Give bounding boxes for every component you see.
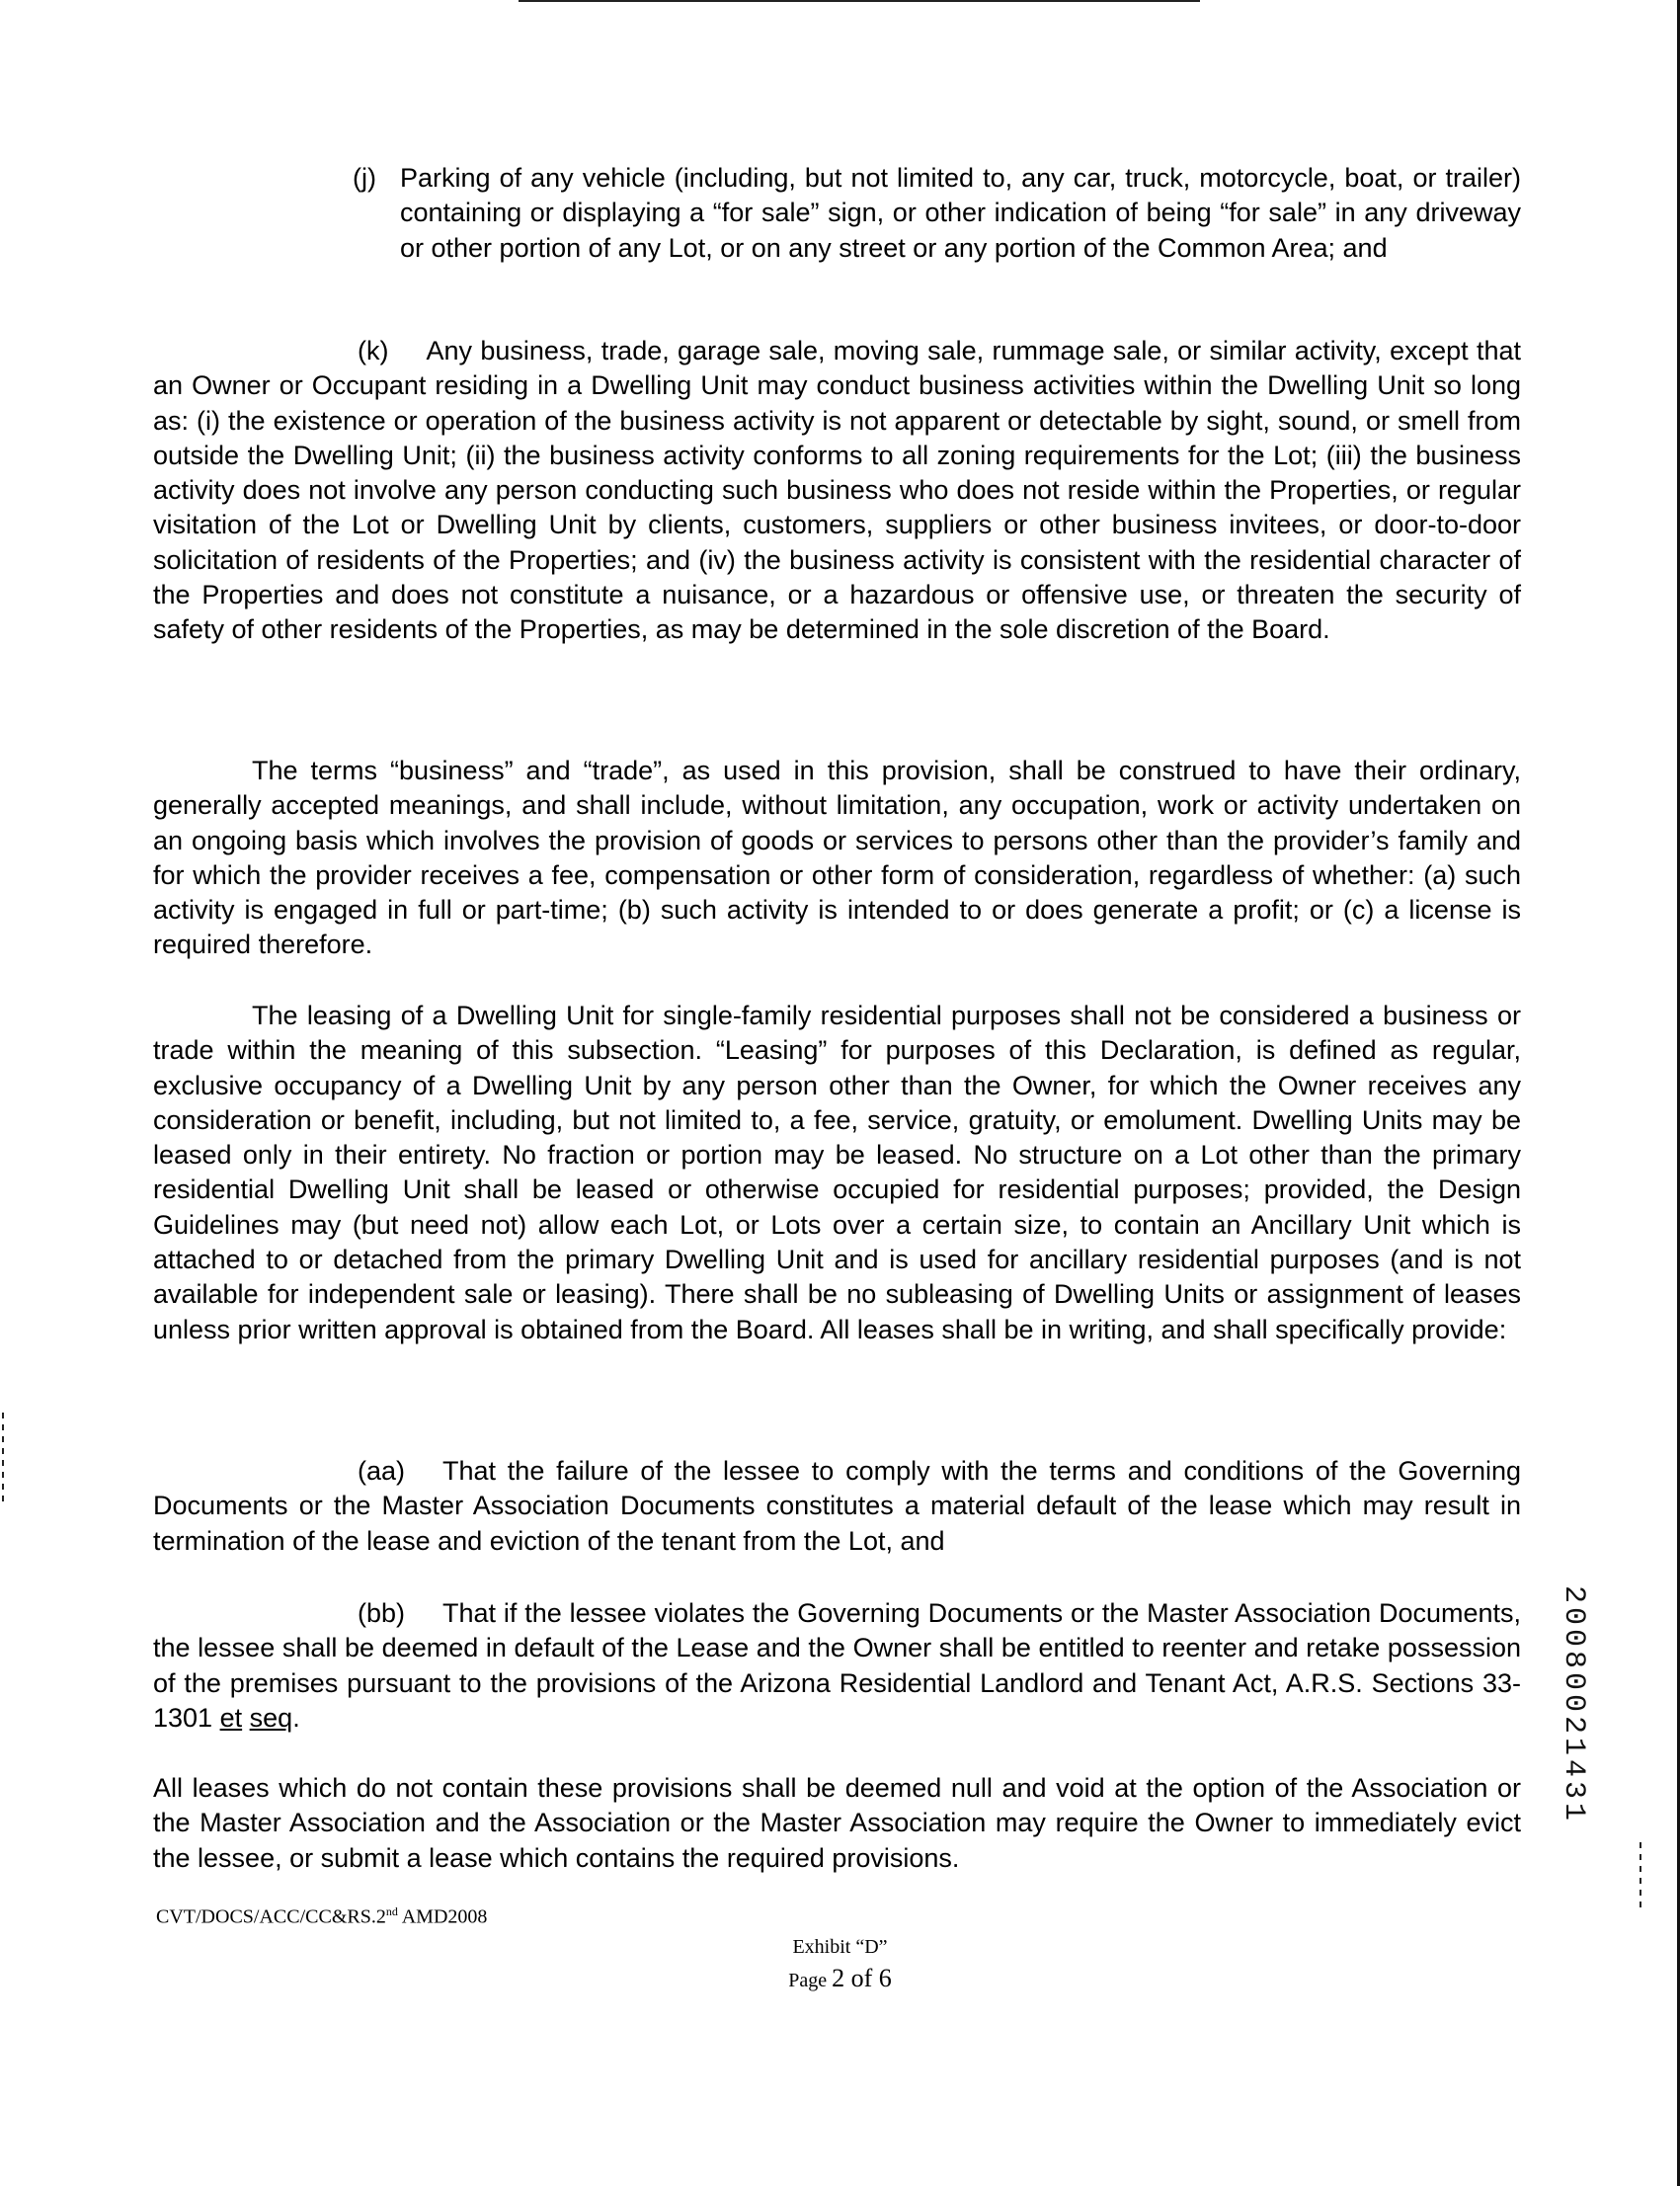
- item-aa-text: That the failure of the lessee to comply with the terms and conditions of the Governing Documents or the Master Association Documents constitutes a material default of the lease which may result in termination of the lease and eviction of the tenant from the Lot, and: [153, 1456, 1521, 1556]
- item-bb-seq: seq: [249, 1702, 293, 1733]
- footer-ref-tail: AMD2008: [397, 1905, 488, 1928]
- item-bb-marker: (bb): [358, 1598, 406, 1628]
- item-j: [353, 161, 1521, 266]
- item-bb-et: et: [219, 1702, 243, 1733]
- page-mid: of: [844, 1964, 879, 1992]
- item-k-text: Any business, trade, garage sale, moving sale, rummage sale, or similar activity, except that an Owner or Occupant residing in a Dwelling Unit may conduct business activities within the Dwelling Unit so long as: (i) the existence or operation of the business activity is not apparent or detectable by sight, sound, or smell from outside the Dwelling Unit; (ii) the business activity conforms to all zoning requirements for the Lot; (iii) the business activity does not involve any person conducting such business who does not reside within the Properties, or regular visitation of the Lot or Dwelling Unit by clients, customers, suppliers or other business invitees, or door-to-door solicitation of residents of the Properties; and (iv) the business activity is consistent with the residential character of the Properties and does not constitute a nuisance, or a hazardous or offensive use, or threaten the security of safety of other residents of the Properties, as may be determined in the sole discretion of the Board.: [153, 336, 1521, 645]
- page-total: 6: [878, 1964, 892, 1992]
- footer-document-ref: [156, 1904, 487, 1929]
- item-bb-end: .: [292, 1702, 300, 1733]
- item-aa: [153, 1454, 1521, 1559]
- item-aa-marker: (aa): [358, 1456, 406, 1486]
- paragraph-leasing: The leasing of a Dwelling Unit for single-family residential purposes shall not be considered a business or trade within the meaning of this subsection. “Leasing” for purposes of this Declaration, is defined as regular, exclusive occupancy of a Dwelling Unit by any person other than the Owner, for which the Owner receives any consideration or benefit, including, but not limited to, a fee, service, gratuity, or emolument. Dwelling Units may be leased only in their entirety. No fraction or portion may be leased. No structure on a Lot other than the primary residential Dwelling Unit shall be leased or otherwise occupied for residential purposes; provided, the Design Guidelines may (but need not) allow each Lot, or Lots over a certain size, to contain an Ancillary Unit which is attached to or detached from the primary Dwelling Unit and is used for ancillary residential purposes (and is not available for independent sale or leasing). There shall be no subleasing of Dwelling Units or assignment of leases unless prior written approval is obtained from the Board. All leases shall be in writing, and shall specifically provide:: [153, 1001, 1521, 1344]
- item-k: [153, 334, 1521, 648]
- footer-page-number: [0, 1964, 1680, 1993]
- recording-number-stamp: 20080021431: [1557, 1585, 1590, 1825]
- scan-left-mark: [2, 1413, 4, 1501]
- footer-ref-sup: nd: [385, 1904, 398, 1918]
- scan-right-mark: [1640, 1842, 1641, 1911]
- item-j-text: Parking of any vehicle (including, but not limited to, any car, truck, motorcycle, boat, or trailer) containing or displaying a “for sale” sign, or other indication of being “for sale” in any driveway or other portion of any Lot, or on any street or any portion of the Common Area; and: [400, 163, 1521, 263]
- footer-ref-main: CVT/DOCS/ACC/CC&RS.2: [156, 1905, 386, 1928]
- item-k-marker: (k): [358, 336, 389, 365]
- item-j-marker: (j): [353, 163, 376, 193]
- page-current: 2: [832, 1964, 845, 1992]
- scan-top-rule: [519, 0, 1200, 2]
- page-prefix: Page: [788, 1970, 833, 1991]
- item-bb: [153, 1596, 1521, 1736]
- item-bb-text: That if the lessee violates the Governing Documents or the Master Association Documents, the lessee shall be deemed in default of the Lease and the Owner shall be entitled to reenter and retake possession of the premises pursuant to the provisions of the Arizona Residential Landlord and Tenant Act, A.R.S. Sections 33-1301: [153, 1598, 1521, 1733]
- paragraph-null-void: All leases which do not contain these provisions shall be deemed null and void at the option of the Association or the Master Association and the Association or the Master Association may require the Owner to immediately evict the lessee, or submit a lease which contains the required provisions.: [153, 1773, 1521, 1873]
- paragraph-terms: The terms “business” and “trade”, as used in this provision, shall be construed to have their ordinary, generally accepted meanings, and shall include, without limitation, any occupation, work or activity undertaken on an ongoing basis which involves the provision of goods or services to persons other than the provider’s family and for which the provider receives a fee, compensation or other form of consideration, regardless of whether: (a) such activity is engaged in full or part-time; (b) such activity is intended to or does generate a profit; or (c) a license is required therefore.: [153, 756, 1521, 960]
- footer-exhibit: Exhibit “D”: [792, 1936, 888, 1958]
